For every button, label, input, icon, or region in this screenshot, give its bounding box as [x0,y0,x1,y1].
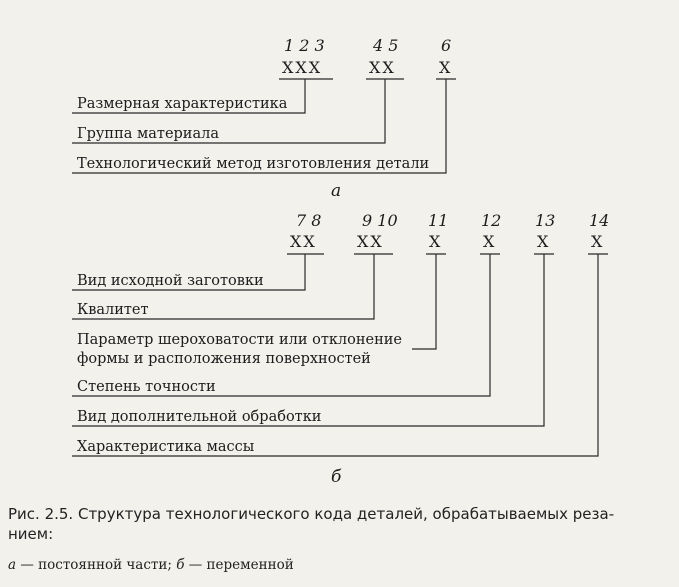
figure-legend [8,557,668,573]
digit-6: 6 [441,36,452,55]
label-roughness-line1: Параметр шероховатости или отклонение [77,332,403,348]
legend-b-text: — переменной [184,557,294,573]
caption-line-2: нием: [8,525,54,543]
legend-b-letter: б [176,557,185,573]
label-extra-processing: Вид дополнительной обработки [77,409,322,425]
figure-caption [8,504,668,544]
label-initial-blank: Вид исходной заготовки [77,273,264,289]
digit-14: 14 [589,211,610,230]
code-x-roughness: Х [429,232,443,251]
label-material-group: Группа материала [77,126,219,142]
code-xx-blank: ХХ [290,232,317,251]
digits-1-2-3: 1 2 3 [284,36,325,55]
legend-a-text: — постоянной части; [16,557,177,573]
digit-13: 13 [535,211,556,230]
diagram-b [72,211,609,487]
digits-9-10: 9 10 [362,211,398,230]
sublabel-a: а [331,181,342,201]
digits-4-5: 4 5 [373,36,399,55]
digit-12: 12 [481,211,502,230]
legend-a-letter: а [8,557,17,573]
connector-roughness [412,254,436,349]
code-x-method: Х [439,58,453,77]
digit-11: 11 [428,211,449,230]
label-roughness-line2: формы и расположения поверхностей [77,351,371,367]
label-size-characteristic: Размерная характеристика [77,96,288,112]
code-x-extra-processing: Х [537,232,551,251]
caption-line-1: Рис. 2.5. Структура технологического кода деталей, обрабатываемых реза- [8,505,615,523]
label-quality: Квалитет [77,302,149,318]
label-accuracy-degree: Степень точности [77,379,216,395]
code-x-mass: Х [591,232,605,251]
diagram-a [72,36,456,201]
code-xxx-size: ХХХ [282,58,323,77]
sublabel-b: б [331,467,342,487]
digits-7-8: 7 8 [296,211,322,230]
label-manufacturing-method: Технологический метод изготовления детали [77,156,430,172]
label-mass-characteristic: Характеристика массы [77,439,255,455]
code-xx-quality: ХХ [357,232,384,251]
code-xx-material: ХХ [369,58,396,77]
code-x-accuracy: Х [483,232,497,251]
